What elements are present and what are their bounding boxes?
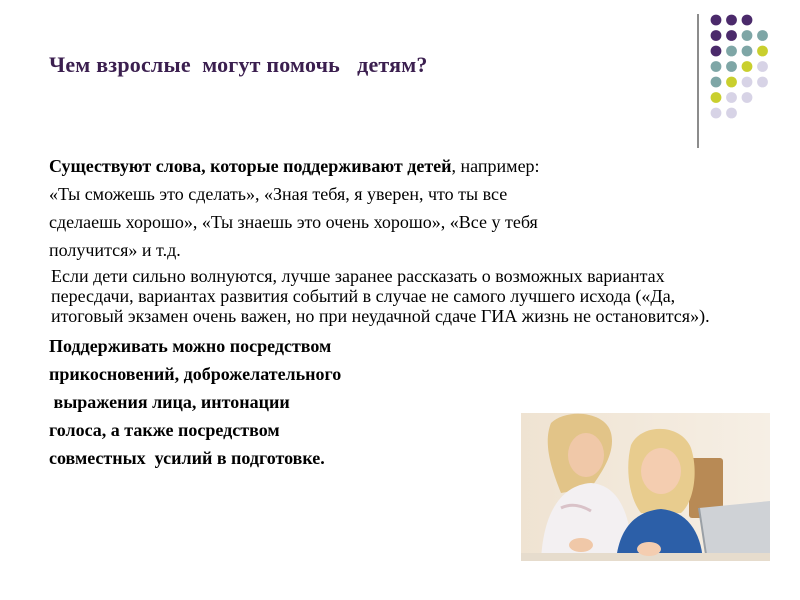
decor-dot [711, 46, 722, 57]
decor-dot [742, 46, 753, 57]
photo-mother-daughter-laptop [521, 413, 770, 561]
decor-dot [711, 92, 722, 103]
decor-dot [742, 15, 753, 26]
decor-dot [711, 77, 722, 88]
para3-line: голоса, а также посредством [49, 420, 280, 440]
decor-dot [757, 61, 768, 72]
lead-rest: , например: [451, 156, 540, 176]
decor-dot [726, 46, 737, 57]
para3-line: выражения лица, интонации [49, 392, 290, 412]
lead-line [49, 152, 749, 180]
slide-title: Чем взрослые могут помочь детям? [49, 52, 428, 77]
decor-dot [711, 15, 722, 26]
para3-line: прикосновений, доброжелательного [49, 364, 342, 384]
decor-dot [742, 92, 753, 103]
decor-dot [726, 30, 737, 41]
decor-dot [711, 30, 722, 41]
para2-text: Если дети сильно волнуются, лучше заранее рассказать о возможных вариантах пересдачи, вариантах развития событий в случае не самого лучшего исхода («Да, итоговый экзамен очень важен, но при неудачной сдаче ГИА жизнь не остановится»). [51, 266, 710, 326]
decor-dot [711, 61, 722, 72]
decor-dot [757, 46, 768, 57]
decor-dot [742, 30, 753, 41]
para3-line: совместных усилий в подготовке. [49, 448, 325, 468]
decor-dot [726, 61, 737, 72]
para1-line: получится» и т.д. [49, 240, 181, 260]
decor-dot [711, 108, 722, 119]
decor-dot [742, 61, 753, 72]
para1-line: «Ты сможешь это сделать», «Зная тебя, я уверен, что ты все [49, 184, 508, 204]
decor-dot [726, 92, 737, 103]
lead-bold: Существуют слова, которые поддерживают детей [49, 156, 452, 176]
decor-dot [726, 108, 737, 119]
decorative-dot-grid [0, 0, 800, 150]
decor-dot [757, 77, 768, 88]
decor-dot [742, 77, 753, 88]
decor-dot [726, 15, 737, 26]
decor-dot [757, 30, 768, 41]
divider-line [697, 14, 699, 148]
para3-line: Поддерживать можно посредством [49, 336, 332, 356]
para1-line: сделаешь хорошо», «Ты знаешь это очень хорошо», «Все у тебя [49, 212, 538, 232]
decor-dot [726, 77, 737, 88]
